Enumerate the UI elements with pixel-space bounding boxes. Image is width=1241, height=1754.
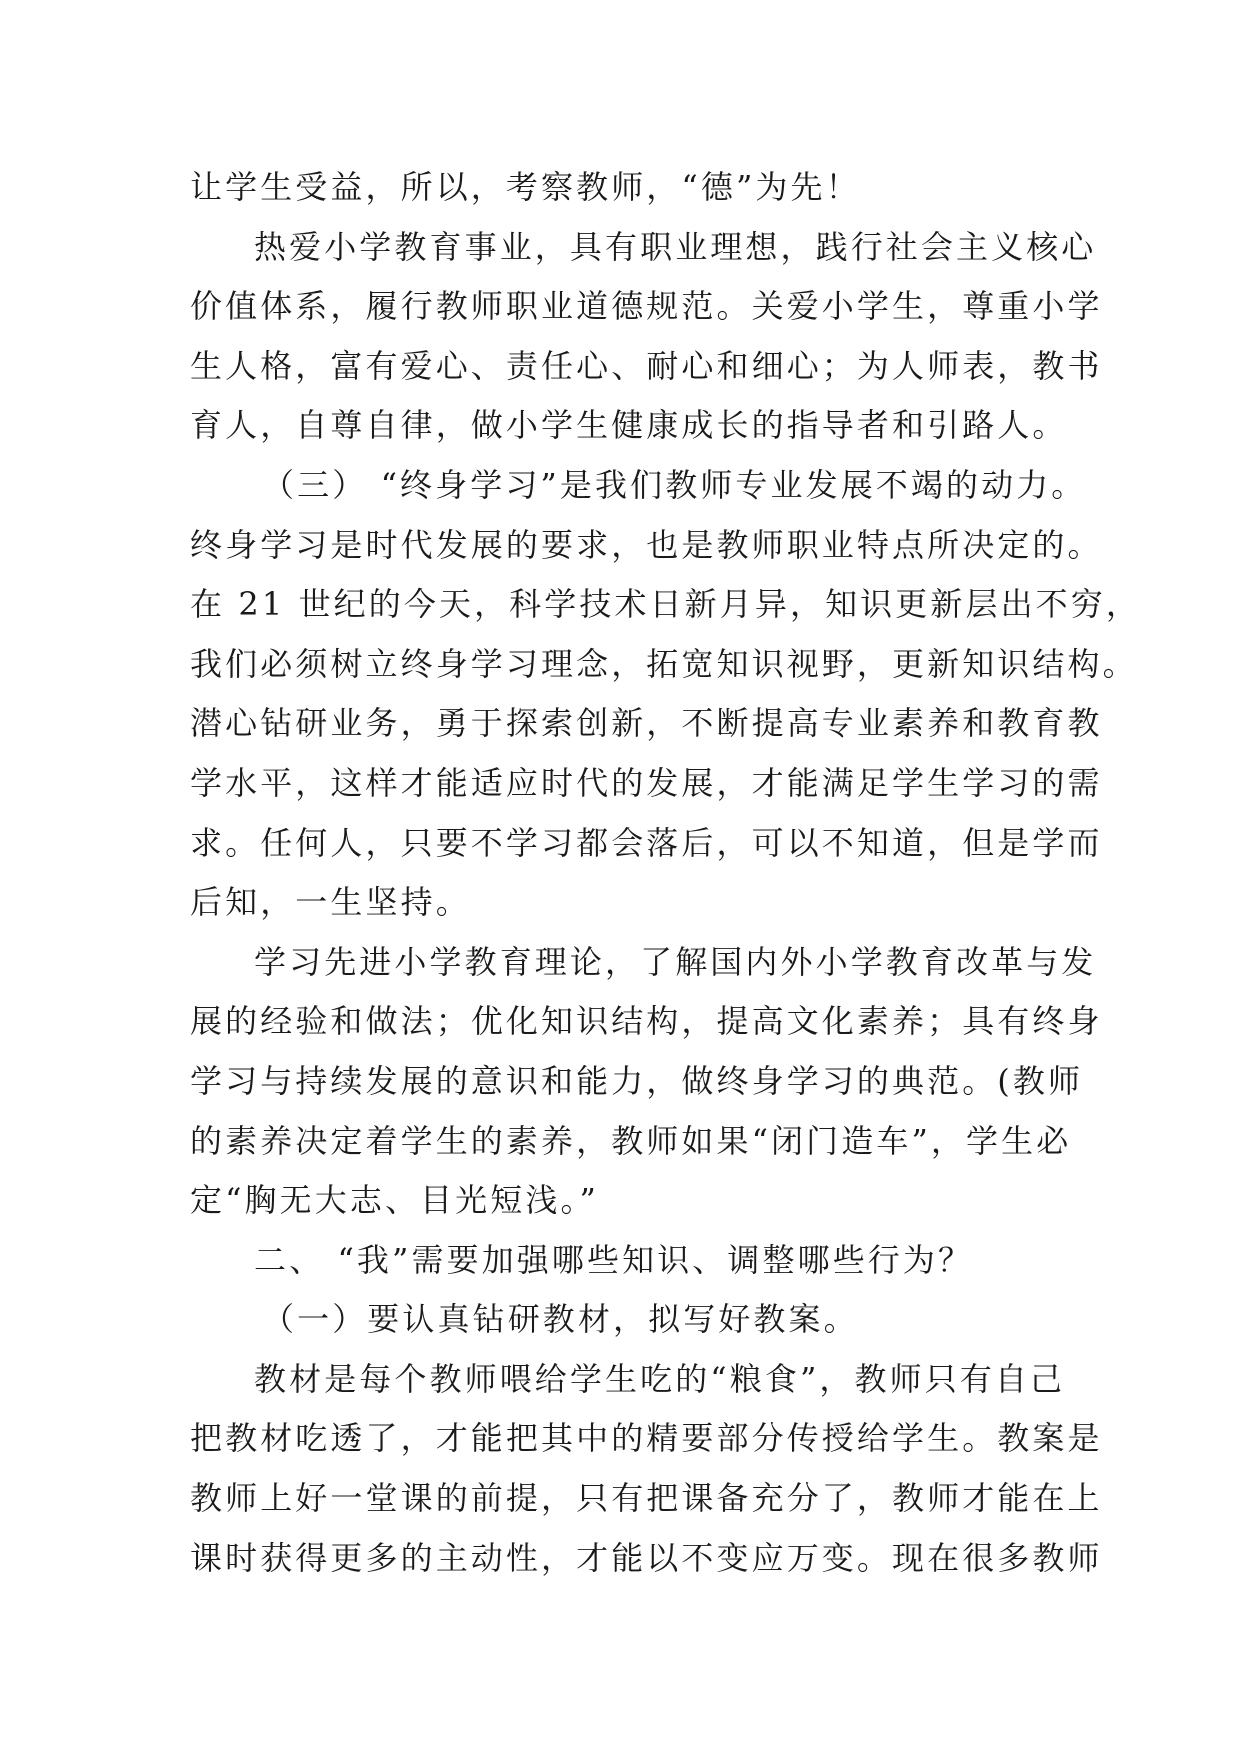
text-line: 学习与持续发展的意识和能力，做终身学习的典范。(教师	[190, 1061, 1084, 1100]
paragraph-first-line: 学习先进小学教育理论，了解国内外小学教育改革与发	[254, 942, 1097, 981]
text-line: 育人，自尊自律，做小学生健康成长的指导者和引路人。	[190, 406, 1068, 445]
text-line: 我们必须树立终身学习理念，拓宽知识视野，更新知识结构。	[190, 644, 1138, 683]
subsection-heading-1: （一）要认真钻研教材，拟写好教案。	[262, 1300, 859, 1339]
text-line: 教师上好一堂课的前提，只有把课备充分了，教师才能在上	[190, 1479, 1103, 1518]
document-body	[190, 158, 1141, 1588]
paragraph-first-line: 热爱小学教育事业，具有职业理想，践行社会主义核心	[254, 227, 1097, 266]
text-line: 潜心钻研业务，勇于探索创新，不断提高专业素养和教育教	[190, 704, 1103, 743]
section-heading-2: 二、 “我”需要加强哪些知识、调整哪些行为？	[254, 1240, 974, 1279]
text-line: 终身学习是时代发展的要求，也是教师职业特点所决定的。	[190, 525, 1103, 564]
text-line: 把教材吃透了，才能把其中的精要部分传授给学生。教案是	[190, 1419, 1103, 1458]
text-line: 展的经验和做法；优化知识结构，提高文化素养；具有终身	[190, 1002, 1103, 1041]
text-line: 定“胸无大志、目光短浅。”	[190, 1181, 600, 1220]
text-line: 课时获得更多的主动性，才能以不变应万变。现在很多教师	[190, 1538, 1103, 1577]
text-line: 的素养决定着学生的素养，教师如果“闭门造车”，学生必	[190, 1121, 1072, 1160]
text-line: 求。任何人，只要不学习都会落后，可以不知道，但是学而	[190, 823, 1103, 862]
text-line: 在 21 世纪的今天，科学技术日新月异，知识更新层出不穷，	[190, 585, 1141, 624]
text-line: 价值体系，履行教师职业道德规范。关爱小学生，尊重小学	[190, 287, 1103, 326]
paragraph-first-line: 教材是每个教师喂给学生吃的“粮食”，教师只有自己	[254, 1359, 1066, 1398]
text-line: 后知，一生坚持。	[190, 883, 471, 922]
text-line: 生人格，富有爱心、责任心、耐心和细心；为人师表，教书	[190, 346, 1103, 385]
text-line: 学水平，这样才能适应时代的发展，才能满足学生学习的需	[190, 763, 1103, 802]
text-line: 让学生受益，所以，考察教师，“德”为先！	[190, 168, 861, 206]
section-heading-3: （三） “终身学习”是我们教师专业发展不竭的动力。	[262, 465, 1087, 504]
